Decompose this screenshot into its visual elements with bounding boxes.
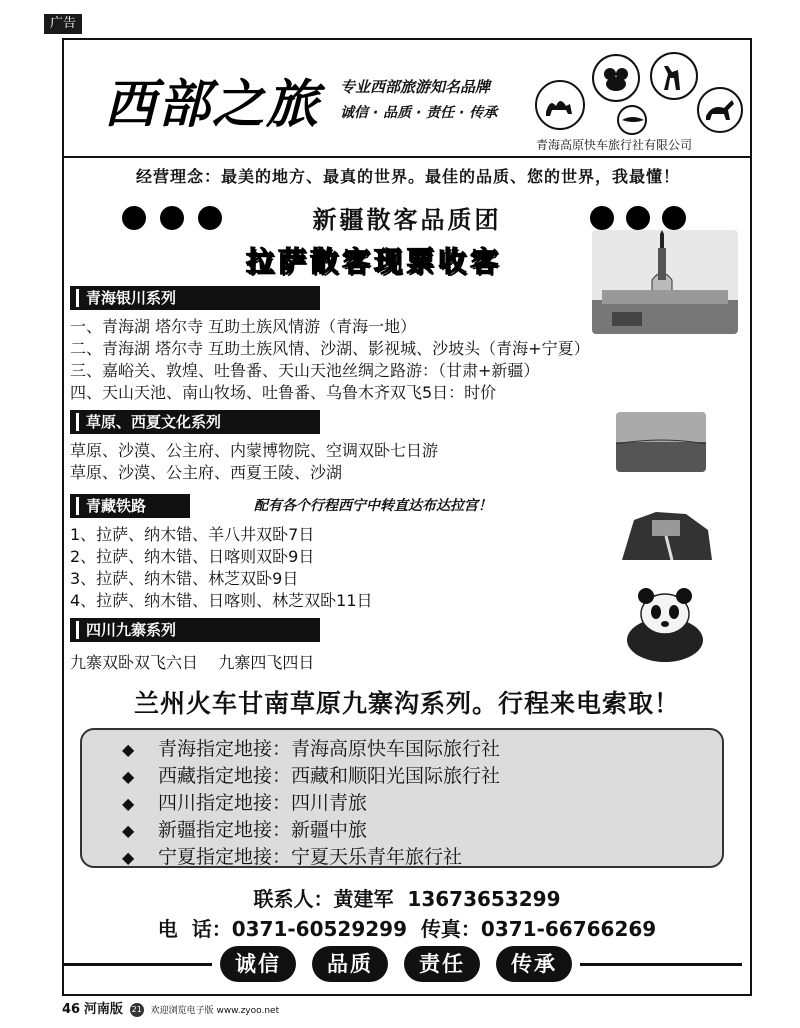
- itinerary-line: 草原、沙漠、公主府、内蒙博物院、空调双卧七日游: [70, 441, 439, 460]
- itinerary-line: 4、拉萨、纳木错、日喀则、林芝双卧11日: [70, 591, 373, 610]
- agent-text: 青海指定地接：青海高原快车国际旅行社: [158, 738, 501, 760]
- stupa-photo: [592, 230, 738, 334]
- diamond-bullet-icon: ◆: [122, 848, 135, 867]
- agent-item: [122, 817, 722, 844]
- agent-text: 宁夏指定地接：宁夏天乐青年旅行社: [158, 846, 463, 868]
- agent-item: [122, 736, 722, 763]
- sub-title: 拉萨散客现票收客: [246, 245, 503, 278]
- agent-item: [122, 844, 722, 871]
- footer-website-link[interactable]: 欢迎浏览电子版 www.zyoo.net: [150, 1006, 280, 1016]
- bullet-dot: [590, 206, 614, 230]
- diamond-bullet-icon: ◆: [122, 821, 135, 840]
- ad-tag: 广告: [44, 14, 82, 34]
- brand-values-row: [64, 944, 750, 984]
- contact-block: [64, 884, 750, 944]
- itinerary-line: 三、嘉峪关、敦煌、吐鲁番、天山天池丝绸之路游：（甘肃+新疆）: [70, 361, 540, 380]
- itinerary-line: 一、青海湖 塔尔寺 互助土族风情游（青海一地）: [70, 317, 417, 336]
- agent-text: 西藏指定地接：西藏和顺阳光国际旅行社: [158, 765, 501, 787]
- section-title-qinghai-yinchuan: 青海银川系列: [70, 286, 320, 310]
- diamond-bullet-icon: ◆: [122, 767, 135, 786]
- section-title-qinghai-tibet-railway: 青藏铁路: [70, 494, 190, 518]
- brand-logo-text: 西部之旅: [104, 74, 321, 135]
- agent-text: 新疆指定地接：新疆中旅: [158, 819, 368, 841]
- slogan-primary: 专业西部旅游知名品牌: [340, 78, 491, 96]
- itinerary-line: 二、青海湖 塔尔寺 互助土族风情、沙湖、影视城、沙坡头（青海+宁夏）: [70, 339, 590, 358]
- itinerary-line: 九寨双卧双飞六日 九寨四飞四日: [70, 653, 315, 672]
- railway-note: 配有各个行程西宁中转直达布达拉宫！: [254, 498, 492, 514]
- edition-label: 河南版: [83, 1002, 123, 1017]
- itinerary-line: 2、拉萨、纳木错、日喀则双卧9日: [70, 547, 315, 566]
- agent-text: 四川指定地接：四川青旅: [158, 792, 368, 814]
- bullet-dot: [626, 206, 650, 230]
- divider-line: [62, 963, 212, 966]
- promo-headline: 兰州火车甘南草原九寨沟系列。行程来电索取！: [133, 689, 680, 718]
- bullet-dot: [662, 206, 686, 230]
- value-badge: 诚信: [220, 946, 296, 982]
- advertisement-frame: [62, 38, 752, 996]
- ground-agents-box: [80, 728, 724, 868]
- contact-person: 联系人：黄建军 13673653299: [253, 887, 561, 911]
- itinerary-line: 四、天山天池、南山牧场、吐鲁番、乌鲁木齐双飞5日：时价: [70, 383, 497, 402]
- header: [64, 40, 750, 158]
- issue-badge-icon: 21: [130, 1003, 144, 1017]
- page-number: 46: [62, 1002, 81, 1017]
- company-name: 青海高原快车旅行社有限公司: [536, 138, 693, 152]
- itinerary-line: 3、拉萨、纳木错、林芝双卧9日: [70, 569, 299, 588]
- itinerary-line: 1、拉萨、纳木错、羊八井双卧7日: [70, 525, 315, 544]
- slogan-values: 诚信 · 品质 · 责任 · 传承: [340, 105, 498, 121]
- divider-line: [580, 963, 742, 966]
- agent-item: [122, 790, 722, 817]
- value-badge: 责任: [404, 946, 480, 982]
- contact-phone-fax: 电 话：0371-60529299 传真：0371-66766269: [157, 917, 657, 941]
- section-title-sichuan-jiuzhai: 四川九寨系列: [70, 618, 320, 642]
- camel-icon: [546, 101, 572, 116]
- grassland-photo: [616, 412, 706, 472]
- diamond-bullet-icon: ◆: [122, 794, 135, 813]
- value-badge: 品质: [312, 946, 388, 982]
- business-philosophy: 经营理念：最美的地方、最真的世界。最佳的品质、您的世界，我最懂！: [135, 167, 680, 186]
- panda-photo: [620, 578, 710, 666]
- potala-palace-photo: [616, 500, 716, 566]
- main-title: 新疆散客品质团: [312, 206, 502, 234]
- page-footer: [62, 998, 279, 1017]
- itinerary-line: 草原、沙漠、公主府、西夏王陵、沙湖: [70, 463, 343, 482]
- agent-item: [122, 763, 722, 790]
- animal-icons-cluster: [524, 50, 744, 135]
- section-title-grassland: 草原、西夏文化系列: [70, 410, 320, 434]
- value-badge: 传承: [496, 946, 572, 982]
- diamond-bullet-icon: ◆: [122, 740, 135, 759]
